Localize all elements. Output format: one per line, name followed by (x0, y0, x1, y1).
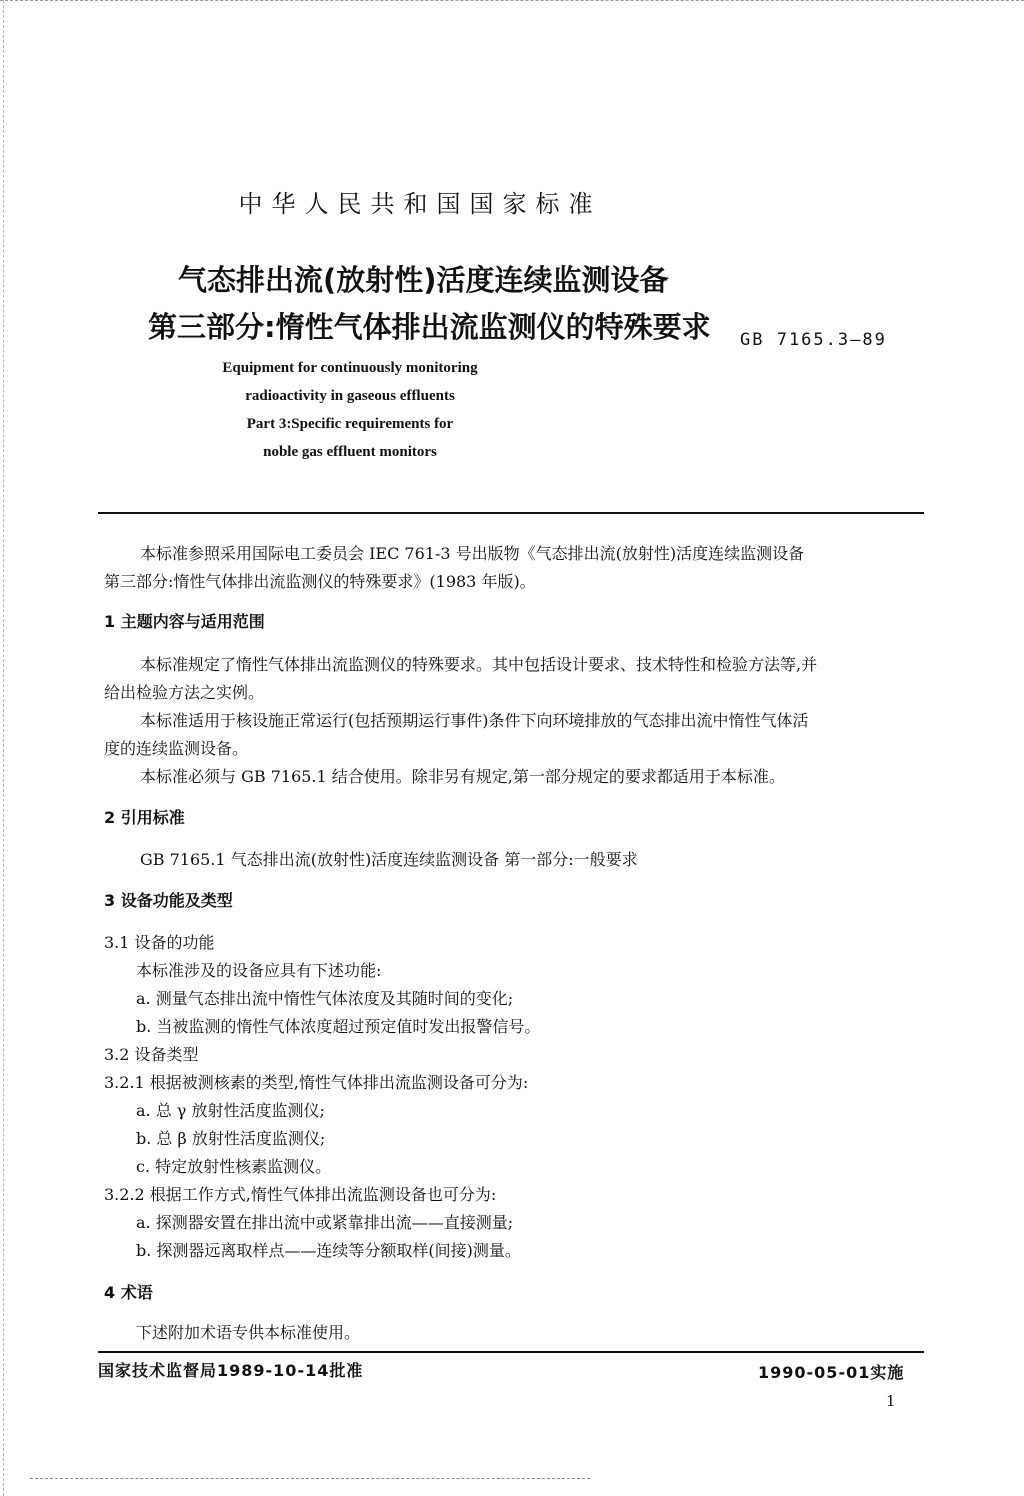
list-item: a. 探测器安置在排出流中或紧靠排出流——直接测量; (136, 1213, 514, 1232)
section-4-paragraph: 下述附加术语专供本标准使用。 (136, 1323, 361, 1342)
approval-date: 国家技术监督局1989-10-14批准 (98, 1361, 364, 1380)
list-item: a. 总 γ 放射性活度监测仪; (136, 1101, 325, 1120)
standard-code: GB 7165.3—89 (740, 330, 887, 350)
section-1-heading: 1 主题内容与适用范围 (104, 612, 265, 631)
page-number: 1 (886, 1392, 896, 1410)
document-title-line-1: 气态排出流(放射性)活度连续监测设备 (178, 263, 669, 297)
subsection-3-1: 3.1 设备的功能 (104, 933, 215, 952)
list-item: b. 当被监测的惰性气体浓度超过预定值时发出报警信号。 (136, 1017, 541, 1036)
intro-line-1: 本标准参照采用国际电工委员会 IEC 761-3 号出版物《气态排出流(放射性)活度连续监测设备 (140, 544, 805, 563)
document-title-line-2: 第三部分:惰性气体排出流监测仪的特殊要求 (148, 310, 711, 344)
footer-divider (98, 1351, 924, 1353)
list-item: a. 测量气态排出流中惰性气体浓度及其随时间的变化; (136, 989, 514, 1008)
scan-top-edge (0, 0, 1024, 4)
subsection-3-2: 3.2 设备类型 (104, 1045, 199, 1064)
standard-title: 中华人民共和国国家标准 (238, 190, 602, 218)
subsection-3-2-2: 3.2.2 根据工作方式,惰性气体排出流监测设备也可分为: (104, 1185, 497, 1204)
english-title-line-4: noble gas effluent monitors (263, 444, 437, 460)
subsection-3-2-1: 3.2.1 根据被测核素的类型,惰性气体排出流监测设备可分为: (104, 1073, 529, 1092)
scan-bottom-edge (30, 1478, 590, 1481)
scan-left-edge (3, 0, 5, 1496)
list-item: b. 探测器远离取样点——连续等分额取样(间接)测量。 (136, 1241, 521, 1260)
list-item: b. 总 β 放射性活度监测仪; (136, 1129, 326, 1148)
section-1-paragraph-1-line-1: 本标准规定了惰性气体排出流监测仪的特殊要求。其中包括设计要求、技术特性和检验方法等,并 (140, 655, 818, 674)
english-title-line-3: Part 3:Specific requirements for (246, 416, 454, 432)
section-1-paragraph-1-line-2: 给出检验方法之实例。 (104, 683, 265, 702)
section-4-heading: 4 术语 (104, 1283, 153, 1302)
english-title-line-1: Equipment for continuously monitoring (222, 360, 478, 376)
english-title-line-2: radioactivity in gaseous effluents (245, 388, 455, 404)
effective-date: 1990-05-01实施 (758, 1363, 905, 1382)
intro-line-2: 第三部分:惰性气体排出流监测仪的特殊要求》(1983 年版)。 (104, 572, 536, 591)
section-1-paragraph-3: 本标准必须与 GB 7165.1 结合使用。除非另有规定,第一部分规定的要求都适用于本标准。 (140, 767, 785, 786)
section-1-paragraph-2-line-2: 度的连续监测设备。 (104, 739, 249, 758)
subsection-3-1-intro: 本标准涉及的设备应具有下述功能: (136, 961, 382, 980)
referenced-standard: GB 7165.1 气态排出流(放射性)活度连续监测设备 第一部分:一般要求 (140, 850, 638, 869)
section-3-heading: 3 设备功能及类型 (104, 891, 233, 910)
header-divider (98, 512, 924, 514)
list-item: c. 特定放射性核素监测仪。 (136, 1157, 332, 1176)
section-1-paragraph-2-line-1: 本标准适用于核设施正常运行(包括预期运行事件)条件下向环境排放的气态排出流中惰性气体活 (140, 711, 809, 730)
section-2-heading: 2 引用标准 (104, 808, 185, 827)
